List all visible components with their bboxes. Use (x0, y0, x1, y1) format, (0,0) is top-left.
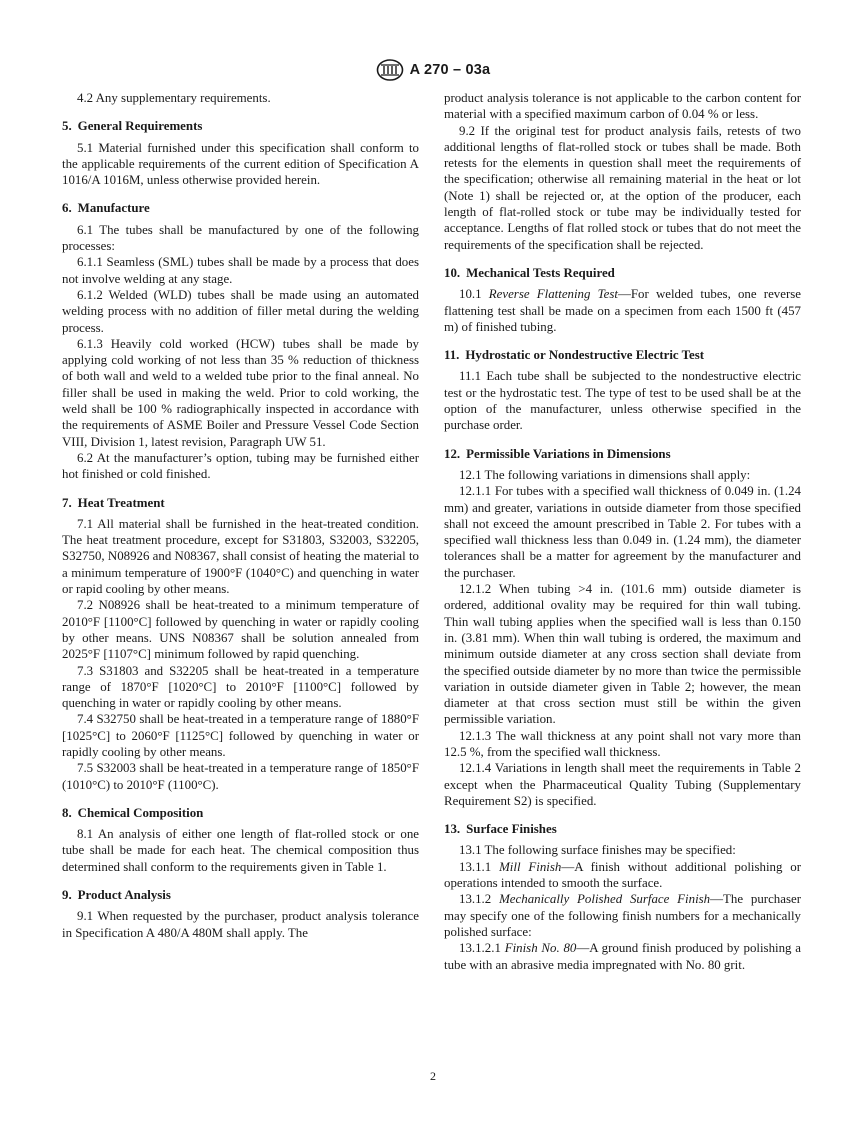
astm-logo-icon (376, 59, 404, 81)
section-9-heading: 9. Product Analysis (62, 888, 171, 903)
paragraph-13-1-1: 13.1.1 Mill Finish—A finish without additional polishing or operations intended to smooth the surface. (444, 859, 801, 891)
paragraph-12-1-2: 12.1.2 When tubing >4 in. (101.6 mm) outside diameter is ordered, additional ovality may be required for thin wall tubing. Thin wall tubing applies when the specified wall is less than 0.150 in. (3.81 mm). When thin wall tubing is ordered, the maximum and minimum outside diameter at any cross section shall deviate from the specified outside diameter by no more than twice the permissible variation in outside diameter given in Table 2; however, the mean diameter at that cross section must still be within the given permissible variation. (444, 582, 801, 727)
paragraph-8-1: 8.1 An analysis of either one length of flat-rolled stock or one tube shall be made for each heat. The chemical composition thus determined shall conform to the requirements given in Table 1. (62, 827, 419, 874)
paragraph-6-1: 6.1 The tubes shall be manufactured by one of the following processes: (62, 222, 419, 254)
paragraph-4-2: 4.2 Any supplementary requirements. (77, 91, 271, 105)
paragraph-7-2: 7.2 N08926 shall be heat-treated to a minimum temperature of 2010°F [1100°C] followed by quenching in water or rapidly cooling by other means. UNS N08367 shall be solution annealed from 2025°F [1107°C] minimum followed by rapid quenching. (62, 598, 419, 662)
section-7-heading: 7. Heat Treatment (62, 495, 165, 510)
section-8-heading: 8. Chemical Composition (62, 805, 204, 820)
designation: A 270 – 03a (409, 62, 491, 78)
paragraph-13-1: 13.1 The following surface finishes may be specified: (459, 843, 736, 858)
right-column (444, 90, 801, 973)
paragraph-11-1: 11.1 Each tube shall be subjected to the nondestructive electric test or the hydrostatic test. The type of test to be used shall be at the option of the manufacturer, unless otherwise specified in the purchase order. (444, 369, 801, 433)
paragraph-9-2: 9.2 If the original test for product analysis fails, retests of two additional lengths of flat-rolled stock or tubes shall be made. Both retests for the elements in question shall meet the requirements of the specification; otherwise all remaining material in the heat or lot (Note 1) shall be rejected or, at the option of the producer, each length of flat-rolled stock or tube may be individually tested for acceptance. Lengths of flat rolled stock or tubes that do not meet the requirements of the specification shall be rejected. (444, 123, 801, 252)
section-12-heading: 12. Permissible Variations in Dimensions (444, 446, 671, 461)
paragraph-12-1-3: 12.1.3 The wall thickness at any point shall not vary more than 12.5 %, from the specified wall thickness. (444, 728, 801, 759)
paragraph-5-1: 5.1 Material furnished under this specification shall conform to the applicable requirements of the current edition of Specification A 1016/A 1016M, unless otherwise provided herein. (62, 140, 419, 188)
paragraph-7-5: 7.5 S32003 shall be heat-treated in a temperature range of 1850°F (1010°C) to 2010°F (1100°C). (62, 761, 419, 792)
paragraph-6-1-3: 6.1.3 Heavily cold worked (HCW) tubes shall be made by applying cold working of not less than 35 % reduction of thickness of both wall and weld to a welded tube prior to the final anneal. No filler shall be used in making the weld. Prior to cold working, the weld shall be 100 % radiographically inspected in accordance with the requirements of ASME Boiler and Pressure Vessel Code Section VIII, Division 1, latest revision, Paragraph UW 51. (62, 336, 419, 449)
paragraph-7-4: 7.4 S32750 shall be heat-treated in a temperature range of 1880°F [1025°C] to 2060°F [1125°C] followed by quenching in water or rapidly cooling by other means. (62, 712, 419, 759)
paragraph-6-1-2: 6.1.2 Welded (WLD) tubes shall be made using an automated welding process with no addition of filler metal during the welding process. (62, 287, 419, 335)
paragraph-9-1-continued: product analysis tolerance is not applicable to the carbon content for material with a specified maximum carbon of 0.04 % or less. (444, 91, 801, 122)
page-header (0, 57, 866, 83)
paragraph-6-2: 6.2 At the manufacturer’s option, tubing may be furnished either hot finished or cold finished. (62, 450, 419, 482)
paragraph-12-1-4: 12.1.4 Variations in length shall meet the requirements in Table 2 except when the Pharmaceutical Quality Tubing (Supplementary Requirement S2) is specified. (444, 761, 801, 808)
paragraph-9-1: 9.1 When requested by the purchaser, product analysis tolerance in Specification A 480/A 480M shall apply. The (62, 909, 419, 940)
section-10-heading: 10. Mechanical Tests Required (444, 265, 615, 280)
paragraph-7-1: 7.1 All material shall be furnished in the heat-treated condition. The heat treatment procedure, except for S31803, S32003, S32205, S32750, N08926 and N08367, shall consist of heating the material to a minimum temperature of 1900°F (1040°C) and quenching in water or rapid cooling by other means. (62, 516, 419, 597)
paragraph-6-1-1: 6.1.1 Seamless (SML) tubes shall be made by a process that does not involve welding at any stage. (62, 255, 419, 286)
paragraph-13-1-2-1: 13.1.2.1 Finish No. 80—A ground finish produced by polishing a tube with an abrasive media impregnated with No. 80 grit. (444, 941, 801, 972)
paragraph-12-1: 12.1 The following variations in dimensions shall apply: (459, 467, 751, 482)
section-11-heading: 11. Hydrostatic or Nondestructive Electric Test (444, 348, 705, 363)
paragraph-10-1: 10.1 Reverse Flattening Test—For welded tubes, one reverse flattening test shall be made on a specimen from each 1500 ft (457 m) of finished tubing. (444, 287, 801, 334)
left-column (62, 90, 419, 941)
paragraph-7-3: 7.3 S31803 and S32205 shall be heat-treated in a temperature range of 1870°F [1020°C] to 2010°F [1100°C] followed by quenching in water or rapidly cooling by other means. (62, 663, 419, 711)
section-6-heading: 6. Manufacture (62, 201, 150, 216)
page-number: 2 (430, 1069, 436, 1083)
section-5-heading: 5. General Requirements (62, 119, 203, 134)
paragraph-13-1-2: 13.1.2 Mechanically Polished Surface Finish—The purchaser may specify one of the following finish numbers for a mechanically polished surface: (444, 892, 801, 939)
section-13-heading: 13. Surface Finishes (444, 822, 557, 837)
paragraph-12-1-1: 12.1.1 For tubes with a specified wall thickness of 0.049 in. (1.24 mm) and greater, variations in outside diameter from those specified shall not exceed the amount prescribed in Table 2. For tubes with a specified wall thickness less than 0.049 in. (1.24 mm), the diameter tolerances shall be a matter for agreement by the manufacturer and the purchaser. (444, 484, 801, 580)
